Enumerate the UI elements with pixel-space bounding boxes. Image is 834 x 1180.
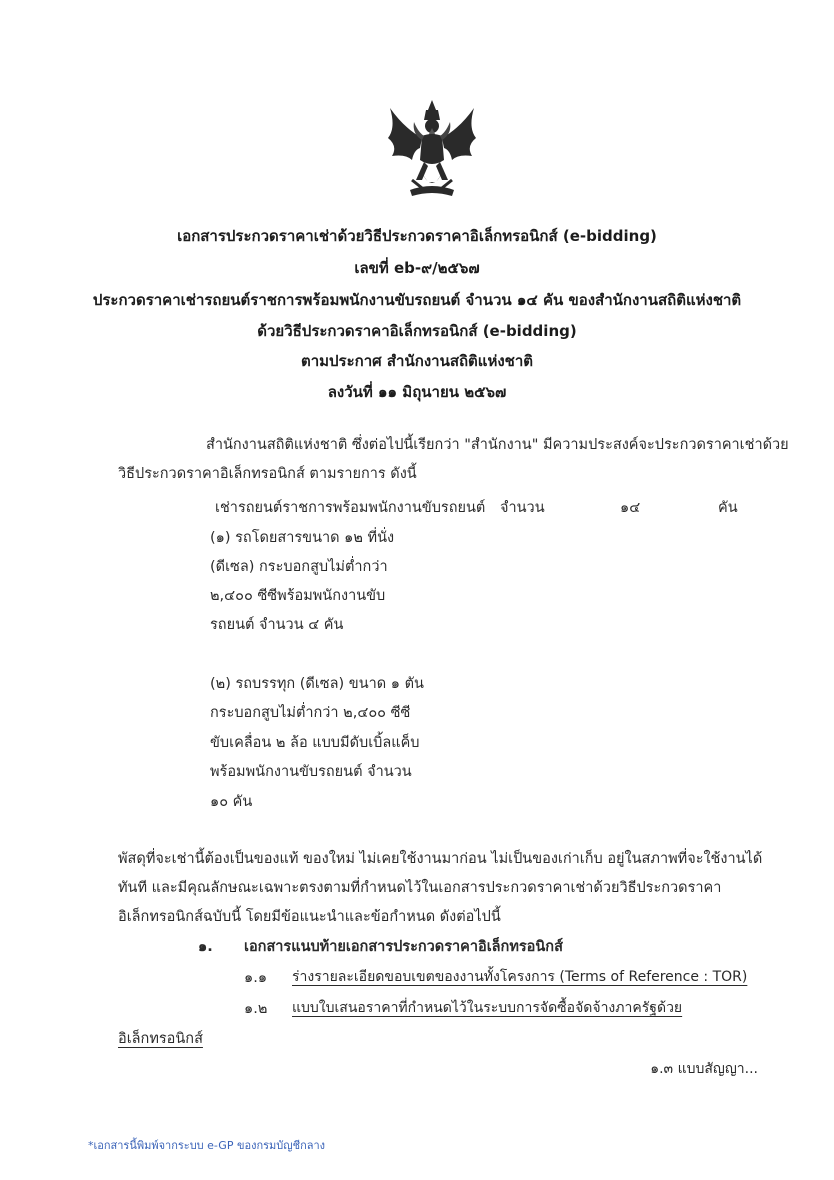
announcement-line: ตามประกาศ สำนักงานสถิติแห่งชาติ [300,352,534,370]
section1-item-number: ๑.๒ [244,1001,268,1017]
item-unit: คัน [718,500,738,516]
section1-item-number: ๑.๑ [244,970,268,986]
bid-form-link-continuation[interactable]: อิเล็กทรอนิกส์ [118,1031,203,1047]
sub2-line: (๒) รถบรรทุก (ดีเซล) ขนาด ๑ ตัน [210,676,424,692]
sub2-line: ขับเคลื่อน ๒ ล้อ แบบมีดับเบิ้ลแค็บ [210,735,420,751]
sub1-line: (ดีเซล) กระบอกสูบไม่ต่ำกว่า [210,559,388,575]
conditions-line-1: พัสดุที่จะเช่านี้ต้องเป็นของแท้ ของใหม่ ไม่เคยใช้งานมาก่อน ไม่เป็นของเก่าเก็บ อยู่ในสภาพที่จะใช้งานได้ [118,851,763,867]
document-title: เอกสารประกวดราคาเช่าด้วยวิธีประกวดราคาอิเล็กทรอนิกส์ (e-bidding) [177,227,657,245]
item-qty: ๑๔ [620,500,641,516]
announcement-date: ลงวันที่ ๑๑ มิถุนายน ๒๕๖๗ [327,383,507,401]
conditions-line-3: อิเล็กทรอนิกส์ฉบับนี้ โดยมีข้อแนะนำและข้อกำหนด ดังต่อไปนี้ [118,909,501,925]
document-number: เลขที่ eb-๙/๒๕๖๗ [354,259,480,277]
intro-line-1: สำนักงานสถิติแห่งชาติ ซึ่งต่อไปนี้เรียกว่า "สำนักงาน" มีความประสงค์จะประกวดราคาเช่าด้วย [206,437,789,453]
sub2-line: พร้อมพนักงานขับรถยนต์ จำนวน [210,764,412,780]
next-page-marker: ๑.๓ แบบสัญญา... [650,1061,758,1077]
bid-form-link[interactable]: แบบใบเสนอราคาที่กำหนดไว้ในระบบการจัดซื้อจัดจ้างภาครัฐด้วย [292,1000,683,1016]
intro-line-2: วิธีประกวดราคาอิเล็กทรอนิกส์ ตามรายการ ดังนี้ [118,466,417,482]
item-name: เช่ารถยนต์ราชการพร้อมพนักงานขับรถยนต์ [215,500,486,516]
sub2-line: กระบอกสูบไม่ต่ำกว่า ๒,๔๐๐ ซีซี [210,705,411,721]
section1-title: เอกสารแนบท้ายเอกสารประกวดราคาอิเล็กทรอนิกส์ [244,939,563,955]
garuda-emblem-icon [382,98,482,206]
sub2-line: ๑๐ คัน [210,794,253,810]
conditions-line-2: ทันที และมีคุณลักษณะเฉพาะตรงตามที่กำหนดไว้ในเอกสารประกวดราคาเช่าด้วยวิธีประกวดราคา [118,880,722,896]
sub1-line: ๒,๔๐๐ ซีซีพร้อมพนักงานขับ [210,588,386,604]
sub1-line: รถยนต์ จำนวน ๔ คัน [210,617,344,633]
sub1-line: (๑) รถโดยสารขนาด ๑๒ ที่นั่ง [210,530,395,546]
subject-line-2: ด้วยวิธีประกวดราคาอิเล็กทรอนิกส์ (e-bidding) [257,322,577,340]
section1-number: ๑. [198,939,213,955]
item-qty-label: จำนวน [500,500,545,516]
tor-link[interactable]: ร่างรายละเอียดขอบเขตของงานทั้งโครงการ (Terms of Reference : TOR) [292,969,748,985]
footnote: *เอกสารนี้พิมพ์จากระบบ e-GP ของกรมบัญชีกลาง [88,1139,326,1152]
subject-line-1: ประกวดราคาเช่ารถยนต์ราชการพร้อมพนักงานขับรถยนต์ จำนวน ๑๔ คัน ของสำนักงานสถิติแห่งชาติ [92,291,742,309]
